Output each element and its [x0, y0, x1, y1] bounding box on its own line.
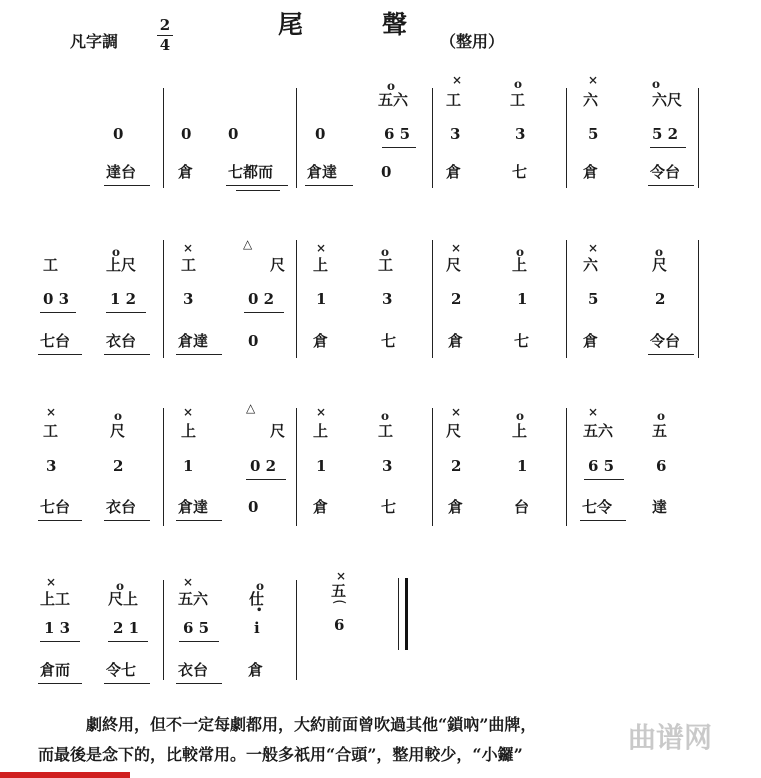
barline: [163, 240, 164, 358]
barline: [432, 88, 433, 188]
cipher-note: 2: [655, 290, 666, 308]
percussion: 倉: [583, 332, 599, 350]
beam-underline: [176, 520, 222, 521]
cipher-note: 1: [316, 457, 327, 475]
gongche: 工: [181, 256, 197, 274]
circle-mark: o: [116, 579, 125, 593]
percussion: 七都而: [228, 163, 274, 181]
gongche: 上工: [40, 590, 71, 608]
beam-underline: [650, 147, 686, 148]
beam-underline: [226, 185, 288, 186]
barline: [698, 240, 699, 358]
percussion: 倉: [583, 163, 599, 181]
circle-mark: o: [516, 409, 525, 423]
beam-underline: [176, 683, 222, 684]
fermata-mark: ⌒: [333, 601, 347, 616]
title-char-1: 尾: [278, 10, 304, 39]
cipher-note: 6 5: [588, 457, 615, 475]
beam-underline: [584, 479, 624, 480]
beam-underline: [106, 312, 146, 313]
percussion: 令台: [650, 332, 681, 350]
cipher-note: 0 2: [248, 290, 275, 308]
percussion: 衣台: [106, 498, 137, 516]
cipher-note: 2 1: [113, 619, 140, 637]
beam-underline: [104, 683, 150, 684]
circle-mark: o: [112, 245, 121, 259]
gongche: 仕: [249, 590, 265, 608]
percussion: 倉: [448, 498, 464, 516]
cipher-note: 3: [382, 457, 393, 475]
cross-mark: ×: [46, 575, 57, 589]
percussion: 倉: [448, 332, 464, 350]
percussion: 倉: [178, 163, 194, 181]
percussion: 0: [248, 332, 259, 350]
percussion: 倉: [446, 163, 462, 181]
circle-mark: o: [256, 579, 265, 593]
gongche: 五六: [178, 590, 209, 608]
circle-mark: o: [381, 409, 390, 423]
cipher-note: 3: [515, 125, 526, 143]
cross-mark: ×: [588, 73, 599, 87]
gongche: 五六: [378, 91, 409, 109]
cipher-note: 6: [334, 616, 345, 634]
percussion: 0: [248, 498, 259, 516]
cipher-note: 0 2: [250, 457, 277, 475]
percussion: 0: [381, 163, 392, 181]
cipher-note: 2: [451, 457, 462, 475]
cross-mark: ×: [183, 241, 194, 255]
beam-underline: [38, 683, 82, 684]
cross-mark: ×: [588, 405, 599, 419]
cross-mark: ×: [451, 405, 462, 419]
final-barline-thin: [398, 578, 399, 650]
title-char-2: 聲: [382, 10, 408, 39]
percussion: 七: [381, 498, 397, 516]
percussion: 倉: [313, 498, 329, 516]
barline: [432, 408, 433, 526]
percussion: 衣台: [106, 332, 137, 350]
gongche: 六尺: [652, 91, 683, 109]
barline: [296, 88, 297, 188]
cipher-note: 1: [183, 457, 194, 475]
circle-mark: o: [381, 245, 390, 259]
percussion: 七: [514, 332, 530, 350]
barline: [296, 240, 297, 358]
cross-mark: ×: [183, 405, 194, 419]
gongche: 上: [512, 422, 528, 440]
barline: [296, 408, 297, 526]
cipher-note: 1 3: [44, 619, 71, 637]
gongche: 六: [583, 91, 599, 109]
note-line-2: 而最後是念下的，比較常用。一般多祇用“合頭”，整用較少，“小鑼”: [38, 745, 523, 764]
beam-underline: [648, 185, 694, 186]
beam-underline: [104, 354, 150, 355]
barline: [163, 580, 164, 680]
beam-underline: [40, 641, 80, 642]
percussion: 倉: [313, 332, 329, 350]
gongche: 工: [378, 256, 394, 274]
cipher-note: 3: [382, 290, 393, 308]
barline: [566, 408, 567, 526]
beam-underline: [40, 312, 76, 313]
percussion: 七: [381, 332, 397, 350]
cipher-note: 1: [316, 290, 327, 308]
gongche: 上: [313, 256, 329, 274]
barline: [163, 408, 164, 526]
cross-mark: ×: [451, 241, 462, 255]
beam-underline: [580, 520, 626, 521]
barline: [163, 88, 164, 188]
beam-underline: [246, 479, 286, 480]
circle-mark: o: [514, 77, 523, 91]
cipher-note: 0: [181, 125, 192, 143]
cross-mark: ×: [336, 569, 347, 583]
gongche: 五六: [583, 422, 614, 440]
gongche: 尺上: [108, 590, 139, 608]
gongche: 工: [446, 91, 462, 109]
cross-mark: ×: [316, 241, 327, 255]
cipher-note: 1: [517, 290, 528, 308]
percussion: 七台: [40, 332, 71, 350]
gongche: 上尺: [106, 256, 137, 274]
cipher-note: 2: [113, 457, 124, 475]
beam-underline: [38, 520, 82, 521]
gongche: 工: [378, 422, 394, 440]
percussion: 令台: [650, 163, 681, 181]
percussion: 倉達: [178, 498, 209, 516]
circle-mark: o: [387, 79, 396, 93]
beam-underline: [244, 312, 284, 313]
gongche: 上: [313, 422, 329, 440]
gongche: 五: [652, 422, 668, 440]
beam-underline: [179, 641, 219, 642]
cross-mark: ×: [588, 241, 599, 255]
cipher-note: 3: [46, 457, 57, 475]
cipher-note: 0: [113, 125, 124, 143]
gongche: 五: [331, 582, 347, 600]
gongche: 工: [510, 91, 526, 109]
percussion: 衣台: [178, 661, 209, 679]
barline: [566, 240, 567, 358]
cross-mark: ×: [316, 405, 327, 419]
gongche: 六: [583, 256, 599, 274]
cipher-note: 0: [228, 125, 239, 143]
key-signature: 凡字調: [70, 32, 119, 51]
beam-underline: [305, 185, 353, 186]
percussion: 倉: [248, 661, 264, 679]
cipher-note: 6: [656, 457, 667, 475]
barline: [296, 580, 297, 680]
circle-mark: o: [114, 409, 123, 423]
beam-underline: [382, 147, 416, 148]
gongche: 尺: [110, 422, 126, 440]
percussion: 七令: [582, 498, 613, 516]
percussion: 倉達: [178, 332, 209, 350]
cipher-note: 6 5: [183, 619, 210, 637]
circle-mark: o: [652, 77, 661, 91]
cross-mark: ×: [183, 575, 194, 589]
beam-underline: [648, 354, 694, 355]
gongche: 尺: [446, 256, 462, 274]
percussion: 達: [652, 498, 668, 516]
gongche: 上: [512, 256, 528, 274]
cipher-note: 3: [183, 290, 194, 308]
barline: [432, 240, 433, 358]
beam-underline: [176, 354, 222, 355]
percussion: 台: [514, 498, 530, 516]
gongche: 上: [181, 422, 197, 440]
gongche: 尺: [270, 422, 286, 440]
percussion: 令七: [106, 661, 137, 679]
circle-mark: o: [516, 245, 525, 259]
gongche: 工: [43, 422, 59, 440]
barline: [698, 88, 699, 188]
beam-underline: [236, 190, 280, 191]
cipher-note: 6 5: [384, 125, 411, 143]
percussion: 七台: [40, 498, 71, 516]
subtitle: （整用）: [440, 32, 505, 51]
gongche: 尺: [446, 422, 462, 440]
dot-mark: •: [256, 605, 263, 616]
cipher-note: 5 2: [652, 125, 679, 143]
cipher-note: 5: [588, 290, 599, 308]
cipher-note: 5: [588, 125, 599, 143]
barline: [566, 88, 567, 188]
cipher-note: 0 3: [43, 290, 70, 308]
beam-underline: [104, 520, 150, 521]
beam-underline: [108, 641, 148, 642]
red-edge-bar: [0, 772, 130, 778]
percussion: 倉達: [307, 163, 338, 181]
cipher-note: 0: [315, 125, 326, 143]
triangle-mark: △: [246, 401, 256, 415]
cipher-note: i: [254, 619, 260, 637]
beam-underline: [104, 185, 150, 186]
percussion: 倉而: [40, 661, 71, 679]
cross-mark: ×: [452, 73, 463, 87]
triangle-mark: △: [243, 237, 253, 251]
cipher-note: 1: [517, 457, 528, 475]
percussion: 達台: [106, 163, 137, 181]
percussion: 七: [512, 163, 528, 181]
cipher-note: 1 2: [110, 290, 137, 308]
time-signature: 2 4: [157, 18, 173, 53]
final-barline-thick: [405, 578, 408, 650]
cipher-note: 3: [450, 125, 461, 143]
gongche: 尺: [652, 256, 668, 274]
circle-mark: o: [655, 245, 664, 259]
note-line-1: 劇終用，但不一定每劇都用，大約前面曾吹過其他“鎖吶”曲牌，: [86, 715, 537, 734]
watermark: 曲谱网: [628, 721, 713, 754]
gongche: 工: [43, 256, 59, 274]
gongche: 尺: [270, 256, 286, 274]
cipher-note: 2: [451, 290, 462, 308]
cross-mark: ×: [46, 405, 57, 419]
beam-underline: [38, 354, 82, 355]
circle-mark: o: [657, 409, 666, 423]
